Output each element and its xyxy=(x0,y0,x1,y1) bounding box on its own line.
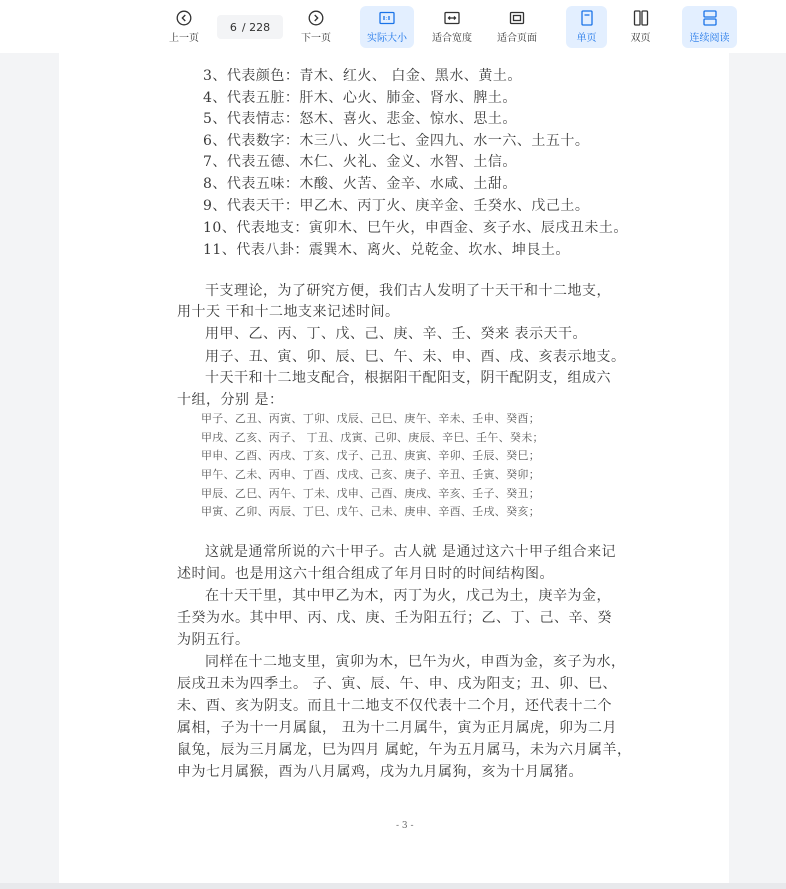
double-page-label: 双页 xyxy=(630,33,651,44)
text-line: 述时间。也是用这六十组合组成了年月日时的时间结构图。 xyxy=(177,566,554,582)
current-page-input[interactable]: 6 xyxy=(229,20,237,34)
actual-size-icon xyxy=(378,10,396,26)
prev-page-button[interactable] xyxy=(163,6,205,48)
chevron-right-circle-icon xyxy=(307,10,325,26)
text-line: 11、代表八卦：震巽木、离火、兑乾金、坎水、坤艮土。 xyxy=(203,242,570,258)
continuous-read-icon xyxy=(701,10,719,26)
text-line: 干支理论，为了研究方便，我们古人发明了十天干和十二地支， xyxy=(205,283,611,299)
text-line: 属相，子为十一月属鼠， 丑为十二月属牛，寅为正月属虎，卯为二月 xyxy=(177,720,617,736)
fit-page-button[interactable] xyxy=(490,6,544,48)
jiazi-line: 甲寅、乙卯、丙辰、丁巳、戊午、己未、庚申、辛酉、壬戌、癸亥； xyxy=(201,505,540,518)
toolbar xyxy=(0,0,786,53)
text-line: 这就是通常所说的六十甲子。古人就 是通过这六十甲子组合来记 xyxy=(205,544,616,560)
text-line: 壬癸为水。其中甲、丙、戊、庚、壬为阳五行；乙、丁、己、辛、癸 xyxy=(177,610,612,626)
text-line: 未、酉、亥为阴支。而且十二地支不仅代表十二个月，还代表十二个 xyxy=(177,698,612,714)
next-page-label: 下一页 xyxy=(301,33,331,44)
text-line: 10、代表地支：寅卯木、巳午火，申酉金、亥子水、辰戌丑未土。 xyxy=(203,220,628,236)
page-number: - 3 - xyxy=(396,821,414,831)
chevron-left-circle-icon xyxy=(175,10,193,26)
text-line: 鼠兔，辰为三月属龙，巳为四月 属蛇，午为五月属马，未为六月属羊， xyxy=(177,742,632,758)
text-line: 6、代表数字：木三八、火二七、金四九、水一六、土五十。 xyxy=(203,133,590,149)
continuous-read-label: 连续阅读 xyxy=(689,33,730,44)
jiazi-line: 甲午、乙未、丙申、丁酉、戊戌、己亥、庚子、辛丑、壬寅、癸卯； xyxy=(201,468,540,481)
text-line: 辰戌丑未为四季土。 子、寅、辰、午、申、戌为阳支；丑、卯、巳、 xyxy=(177,676,617,692)
text-line: 4、代表五脏：肝木、心火、肺金、肾水、脾土。 xyxy=(203,90,517,106)
text-line: 十组，分别 是： xyxy=(177,392,284,408)
jiazi-line: 甲戌、乙亥、丙子、 丁丑、戊寅、己卯、庚辰、辛巳、壬午、癸未； xyxy=(201,431,544,444)
total-pages: / 228 xyxy=(241,20,271,34)
actual-size-button[interactable] xyxy=(360,6,414,48)
text-line: 5、代表情志：怒木、喜火、悲金、惊水、思土。 xyxy=(203,111,517,127)
fit-width-icon xyxy=(443,10,461,26)
fit-page-label: 适合页面 xyxy=(497,33,537,44)
text-line: 用十天 干和十二地支来记述时间。 xyxy=(177,304,400,320)
prev-page-label: 上一页 xyxy=(169,33,199,44)
fit-width-button[interactable] xyxy=(425,6,479,48)
jiazi-line: 甲申、乙酉、丙戌、丁亥、戊子、己丑、庚寅、辛卯、壬辰、癸巳； xyxy=(201,449,540,462)
text-line: 同样在十二地支里，寅卯为木，巳午为火，申酉为金，亥子为水， xyxy=(205,654,626,670)
text-line: 3、代表颜色：青木、红火、 白金、黑水、黄土。 xyxy=(203,68,522,84)
text-line: 用子、丑、寅、卯、辰、巳、午、未、申、酉、戌、亥表示地支。 xyxy=(205,349,626,365)
bottom-scroll-area xyxy=(0,883,786,889)
single-page-button[interactable] xyxy=(566,6,607,48)
jiazi-line: 甲子、乙丑、丙寅、丁卯、戊辰、己巳、庚午、辛未、壬申、癸酉； xyxy=(201,412,540,425)
actual-size-label: 实际大小 xyxy=(367,33,407,44)
next-page-button[interactable] xyxy=(295,6,337,48)
single-page-icon xyxy=(578,10,596,26)
continuous-read-button[interactable] xyxy=(682,6,737,48)
jiazi-line: 甲辰、乙巳、丙午、丁未、戊申、己酉、庚戌、辛亥、壬子、癸丑； xyxy=(201,487,540,500)
page-indicator xyxy=(217,15,283,39)
text-line: 申为七月属猴，酉为八月属鸡，戌为九月属狗，亥为十月属猪。 xyxy=(177,764,583,780)
fit-width-label: 适合宽度 xyxy=(432,33,472,44)
text-line: 在十天干里，其中甲乙为木，丙丁为火，戊己为土，庚辛为金， xyxy=(205,588,611,604)
single-page-label: 单页 xyxy=(576,33,597,44)
double-page-icon xyxy=(632,10,650,26)
double-page-button[interactable] xyxy=(620,6,661,48)
text-line: 8、代表五味：木酸、火苦、金辛、水咸、土甜。 xyxy=(203,176,517,192)
text-line: 9、代表天干：甲乙木、丙丁火、庚辛金、壬癸水、戊己土。 xyxy=(203,198,590,214)
fit-page-icon xyxy=(508,10,526,26)
text-line: 为阴五行。 xyxy=(177,632,250,648)
document-page xyxy=(59,53,729,883)
text-line: 用甲、乙、丙、丁、戊、己、庚、辛、壬、癸来 表示天干。 xyxy=(205,326,587,342)
text-line: 十天干和十二地支配合，根据阳干配阳支，阴干配阴支，组成六 xyxy=(205,370,611,386)
text-line: 7、代表五德、木仁、火礼、金义、水智、土信。 xyxy=(203,154,517,170)
